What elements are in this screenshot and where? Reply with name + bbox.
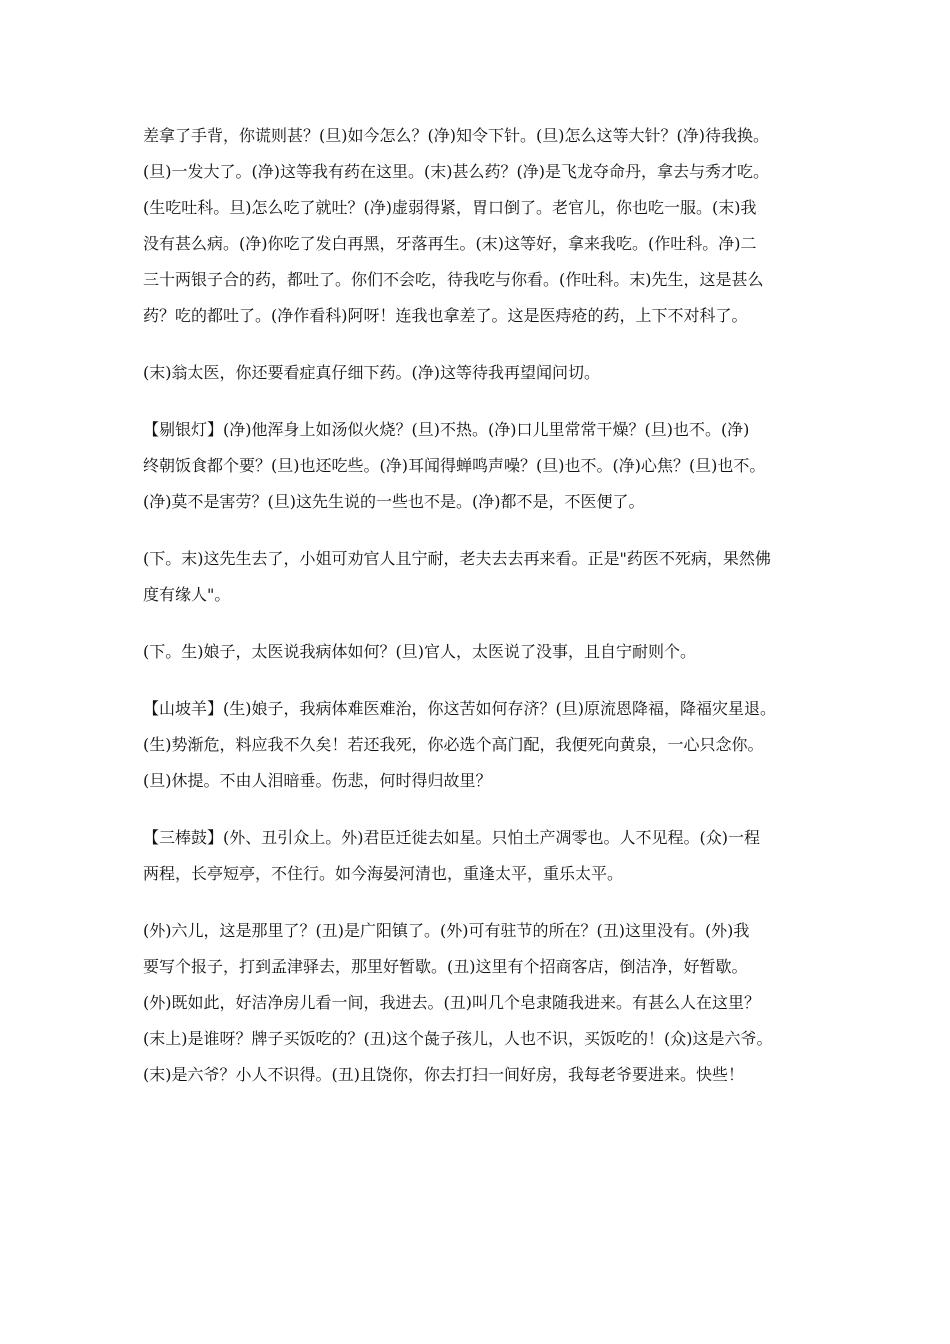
text-line: (末)翁太医，你还要看症真仔细下药。(净)这等待我再望闻问切。 [143,363,600,382]
text-line: 【山坡羊】(生)娘子，我病体难医难治，你这苦如何存济？(旦)原流恩降福，降福灾星退。 [143,699,776,718]
paragraph-1 [143,118,807,334]
text-line: (末)是六爷？小人不识得。(丑)且饶你，你去打扫一间好房，我每老爷要进来。快些！ [143,1065,744,1084]
text-line: 终朝饭食都个要？(旦)也还吃些。(净)耳闻得蝉鸣声噪？(旦)也不。(净)心焦？(旦)也不。 [143,456,766,475]
text-line: (末上)是谁呀？牌子买饭吃的？(丑)这个彘子孩儿，人也不识，买饭吃的！(众)这是六爷。 [143,1029,773,1048]
text-line: 药？吃的都吐了。(净作看科)阿呀！连我也拿差了。这是医痔疮的药，上下不对科了。 [143,306,748,325]
text-line: 要写个报子，打到孟津驿去，那里好暂歇。(丑)这里有个招商客店，倒洁净，好暂歇。 [143,957,748,976]
text-line: (旦)休提。不由人泪暗垂。伤悲，何时得归故里？ [143,771,492,790]
document-body [143,118,807,1114]
text-line: 没有甚么病。(净)你吃了发白再黑，牙落再生。(末)这等好，拿来我吃。(作吐科。净)二 [143,234,757,253]
text-line: 度有缘人"。 [143,585,231,604]
paragraph-6 [143,691,807,799]
text-line: 三十两银子合的药，都吐了。你们不会吃，待我吃与你看。(作吐科。末)先生，这是甚么 [143,270,764,289]
paragraph-7 [143,820,807,892]
text-line: (下。生)娘子，太医说我病体如何？(旦)官人，太医说了没事，且自宁耐则个。 [143,642,696,661]
text-line: (生吃吐科。旦)怎么吃了就吐？(净)虚弱得紧，胃口倒了。老官儿，你也吃一服。(末)我 [143,198,757,217]
text-line: 【三棒鼓】(外、丑引众上。外)君臣迁徙去如星。只怕土产凋零也。人不见程。(众)一程 [143,828,760,847]
paragraph-4 [143,541,807,613]
paragraph-2 [143,355,807,391]
text-line: (旦)一发大了。(净)这等我有药在这里。(末)甚么药？(净)是飞龙夺命丹，拿去与秀才吃。 [143,162,769,181]
paragraph-5 [143,634,807,670]
text-line: (下。末)这先生去了，小姐可劝官人且宁耐，老夫去去再来看。正是"药医不死病，果然佛 [143,549,771,568]
text-line: (净)莫不是害劳？(旦)这先生说的一些也不是。(净)都不是，不医便了。 [143,492,645,511]
text-line: 【剔银灯】(净)他浑身上如汤似火烧？(旦)不热。(净)口儿里常常干燥？(旦)也不。(净) [143,420,750,439]
text-line: (外)既如此，好洁净房儿看一间，我进去。(丑)叫几个皂隶随我进来。有甚么人在这里？ [143,993,760,1012]
text-line: 两程，长亭短亭，不住行。如今海晏河清也，重逢太平，重乐太平。 [143,864,624,883]
text-line: (外)六儿，这是那里了？(丑)是广阳镇了。(外)可有驻节的所在？(丑)这里没有。(外)我 [143,921,750,940]
paragraph-3 [143,412,807,520]
text-line: 差拿了手背，你谎则甚？(旦)如今怎么？(净)知令下针。(旦)怎么这等大针？(净)待我换。 [143,126,769,145]
text-line: (生)势渐危，料应我不久矣！若还我死，你必选个高门配，我便死向黄泉，一心只念你。 [143,735,764,754]
paragraph-8 [143,913,807,1093]
